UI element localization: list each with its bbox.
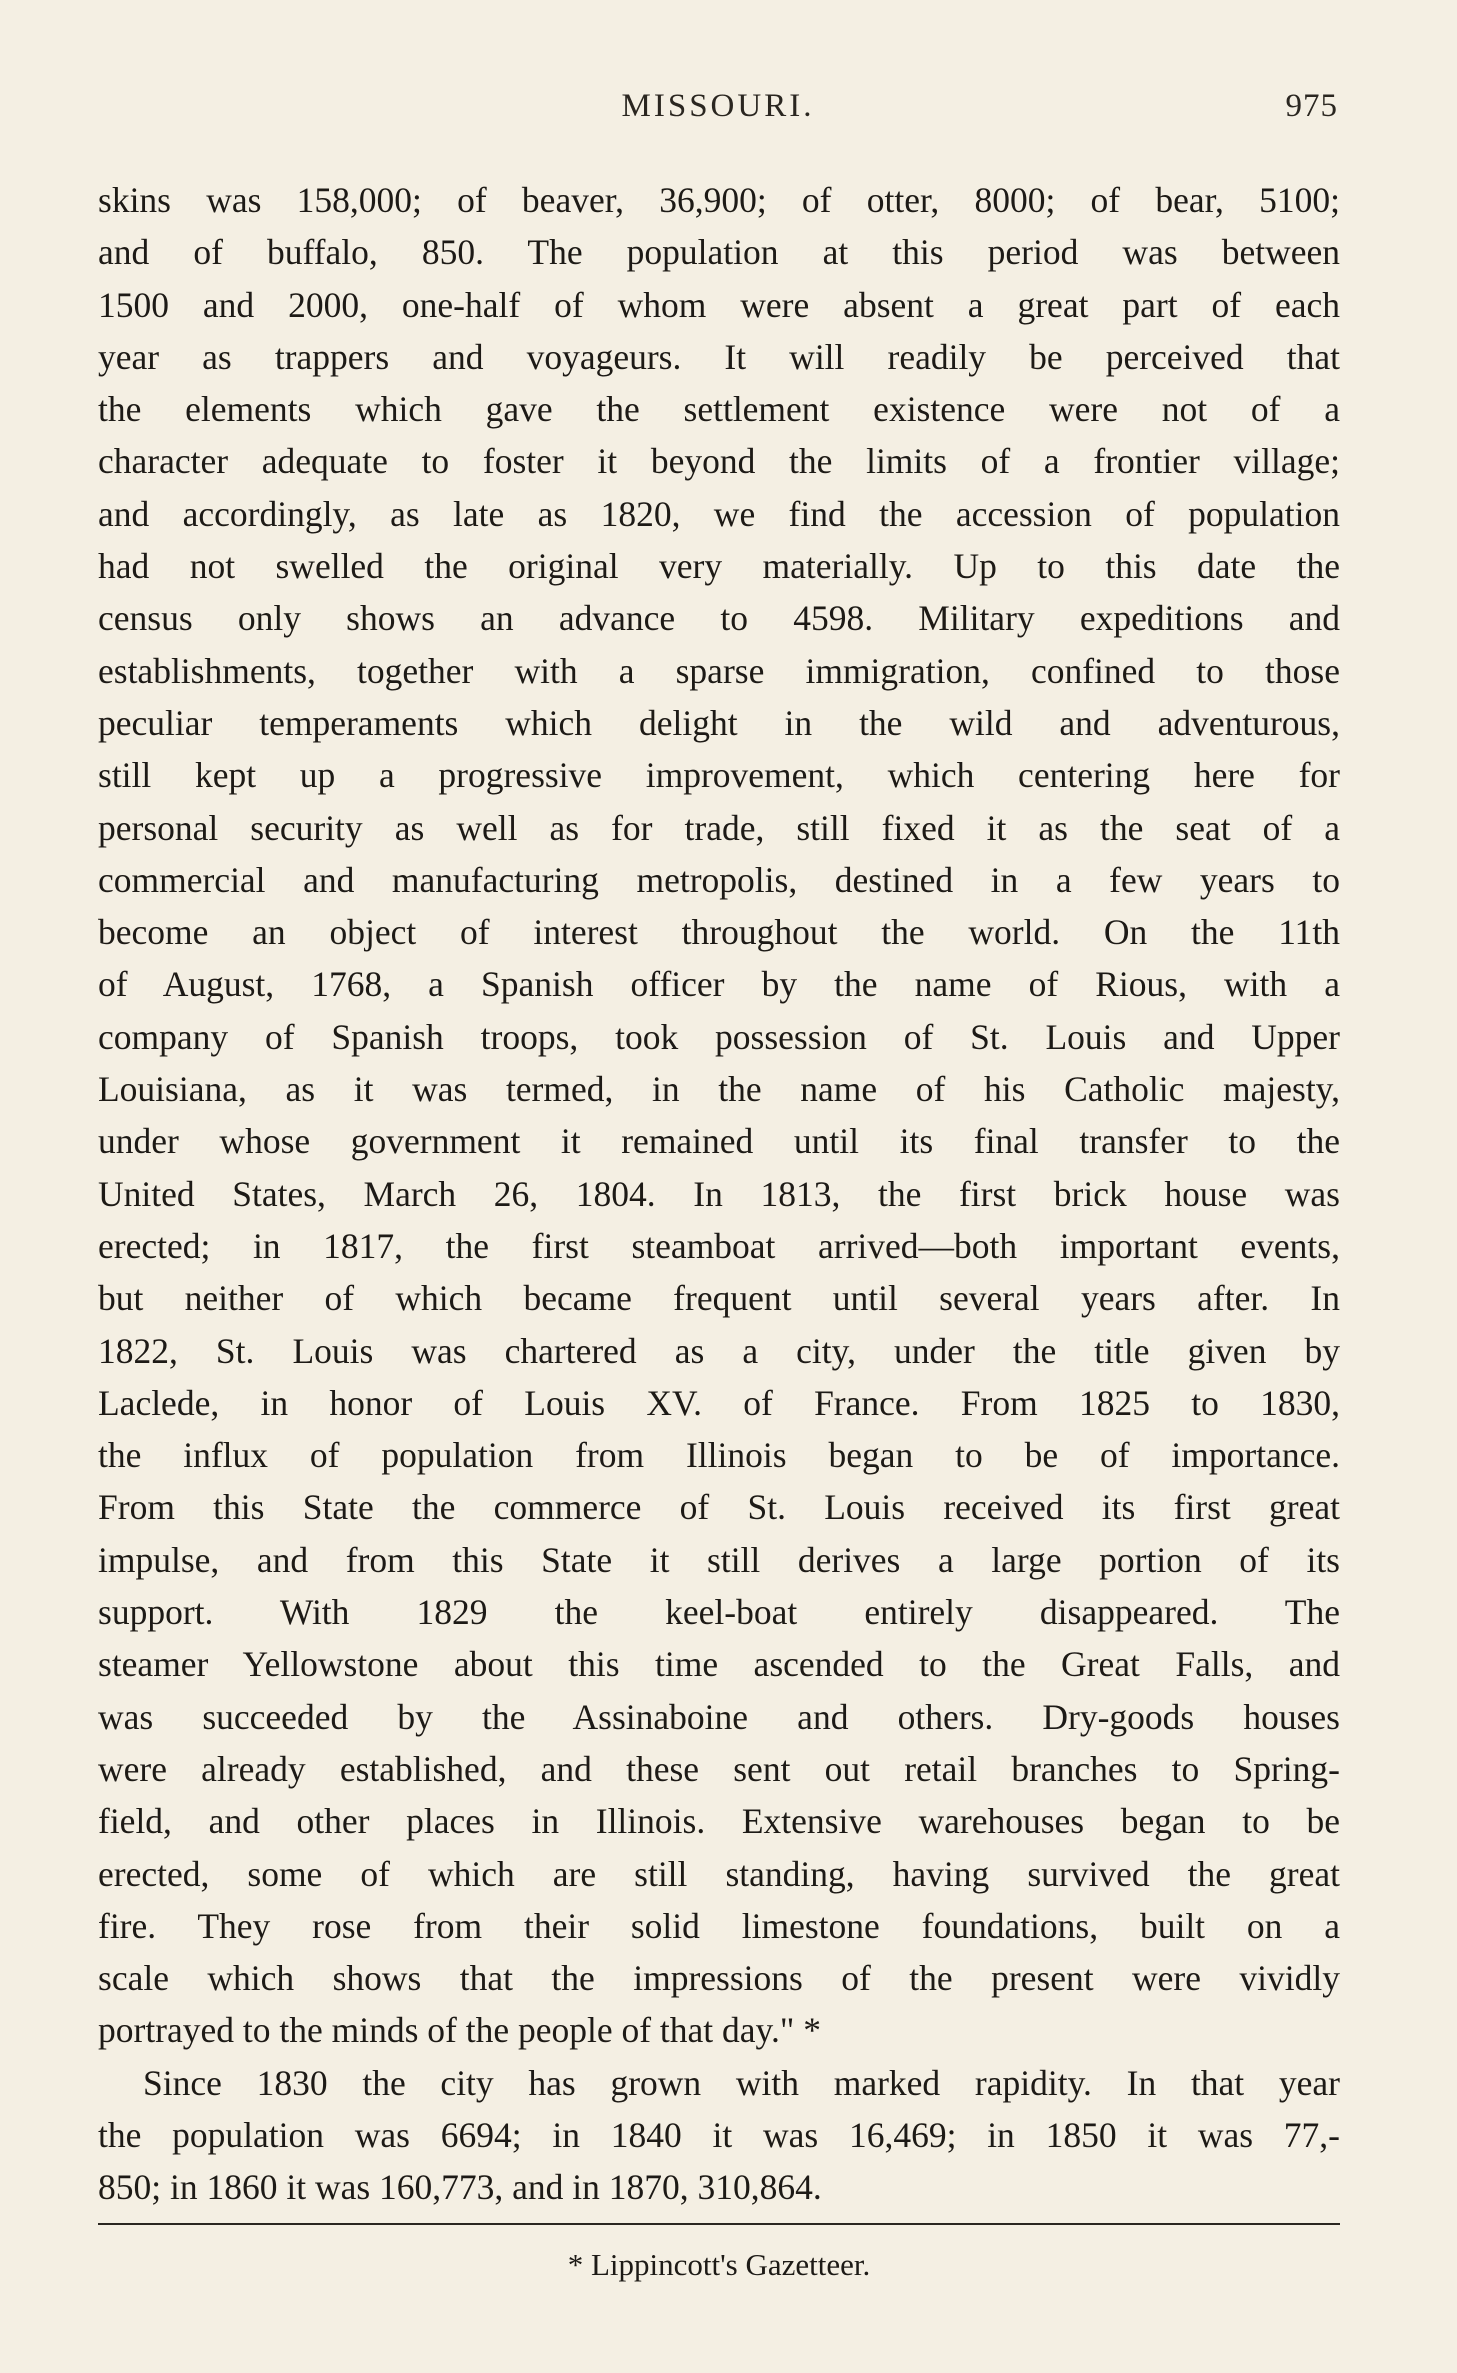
text-line: character adequate to foster it beyond the limits of a frontier village;	[98, 441, 1340, 482]
text-line: Since 1830 the city has grown with marked rapidity. In that year	[143, 2062, 1340, 2103]
text-line: 1822, St. Louis was chartered as a city, under the title given by	[98, 1330, 1340, 1371]
text-line: become an object of interest throughout the world. On the 11th	[98, 912, 1340, 953]
page-number: 975	[1285, 88, 1338, 124]
text-line: and accordingly, as late as 1820, we find the accession of population	[98, 493, 1340, 534]
running-title: MISSOURI.	[621, 88, 815, 124]
text-line: field, and other places in Illinois. Extensive warehouses began to be	[98, 1801, 1340, 1842]
text-line: company of Spanish troops, took possession of St. Louis and Upper	[98, 1016, 1340, 1057]
text-line: commercial and manufacturing metropolis, destined in a few years to	[98, 859, 1340, 900]
text-line: establishments, together with a sparse immigration, confined to those	[98, 650, 1340, 691]
text-line: still kept up a progressive improvement, which centering here for	[98, 755, 1340, 796]
text-line: scale which shows that the impressions of the present were vividly	[98, 1958, 1340, 1999]
body-text	[98, 174, 1340, 2214]
paragraph-2	[98, 2057, 1340, 2214]
text-line: impulse, and from this State it still derives a large portion of its	[98, 1539, 1340, 1580]
text-line: of August, 1768, a Spanish officer by the name of Rious, with a	[98, 964, 1340, 1005]
text-line: 1500 and 2000, one-half of whom were absent a great part of each	[98, 284, 1340, 325]
text-line: were already established, and these sent out retail branches to Spring-	[98, 1748, 1340, 1789]
text-line: erected; in 1817, the first steamboat arrived—both important events,	[98, 1225, 1340, 1266]
text-line: personal security as well as for trade, still fixed it as the seat of a	[98, 807, 1340, 848]
paragraph-1	[98, 174, 1340, 2057]
text-line: Laclede, in honor of Louis XV. of France. From 1825 to 1830,	[98, 1382, 1340, 1423]
text-line: steamer Yellowstone about this time ascended to the Great Falls, and	[98, 1644, 1340, 1685]
text-line: but neither of which became frequent until several years after. In	[98, 1278, 1340, 1319]
footnote: * Lippincott's Gazetteer.	[567, 2247, 871, 2282]
text-line: peculiar temperaments which delight in the wild and adventurous,	[98, 702, 1340, 743]
text-line: census only shows an advance to 4598. Military expeditions and	[98, 598, 1340, 639]
text-line: From this State the commerce of St. Louis received its first great	[98, 1487, 1340, 1528]
text-line: under whose government it remained until its final transfer to the	[98, 1121, 1340, 1162]
text-line: fire. They rose from their solid limestone foundations, built on a	[98, 1905, 1340, 1946]
footnote-divider	[98, 2223, 1340, 2225]
text-line: the influx of population from Illinois began to be of importance.	[98, 1435, 1340, 1476]
text-line: the elements which gave the settlement existence were not of a	[98, 389, 1340, 430]
text-line: and of buffalo, 850. The population at this period was between	[98, 232, 1340, 273]
running-header	[98, 88, 1338, 138]
text-line: year as trappers and voyageurs. It will readily be perceived that	[98, 336, 1340, 377]
text-line: the population was 6694; in 1840 it was 16,469; in 1850 it was 77,-	[98, 2114, 1340, 2155]
text-line: 850; in 1860 it was 160,773, and in 1870, 310,864.	[98, 2167, 822, 2208]
text-line: had not swelled the original very materially. Up to this date the	[98, 546, 1340, 587]
text-line: United States, March 26, 1804. In 1813, the first brick house was	[98, 1173, 1340, 1214]
text-line: support. With 1829 the keel-boat entirely disappeared. The	[98, 1592, 1340, 1633]
text-line: Louisiana, as it was termed, in the name of his Catholic majesty,	[98, 1069, 1340, 1110]
text-line: was succeeded by the Assinaboine and others. Dry-goods houses	[98, 1696, 1340, 1737]
text-line: portrayed to the minds of the people of that day." *	[98, 2010, 821, 2051]
text-line: erected, some of which are still standing, having survived the great	[98, 1853, 1340, 1894]
text-line: skins was 158,000; of beaver, 36,900; of otter, 8000; of bear, 5100;	[98, 180, 1340, 220]
